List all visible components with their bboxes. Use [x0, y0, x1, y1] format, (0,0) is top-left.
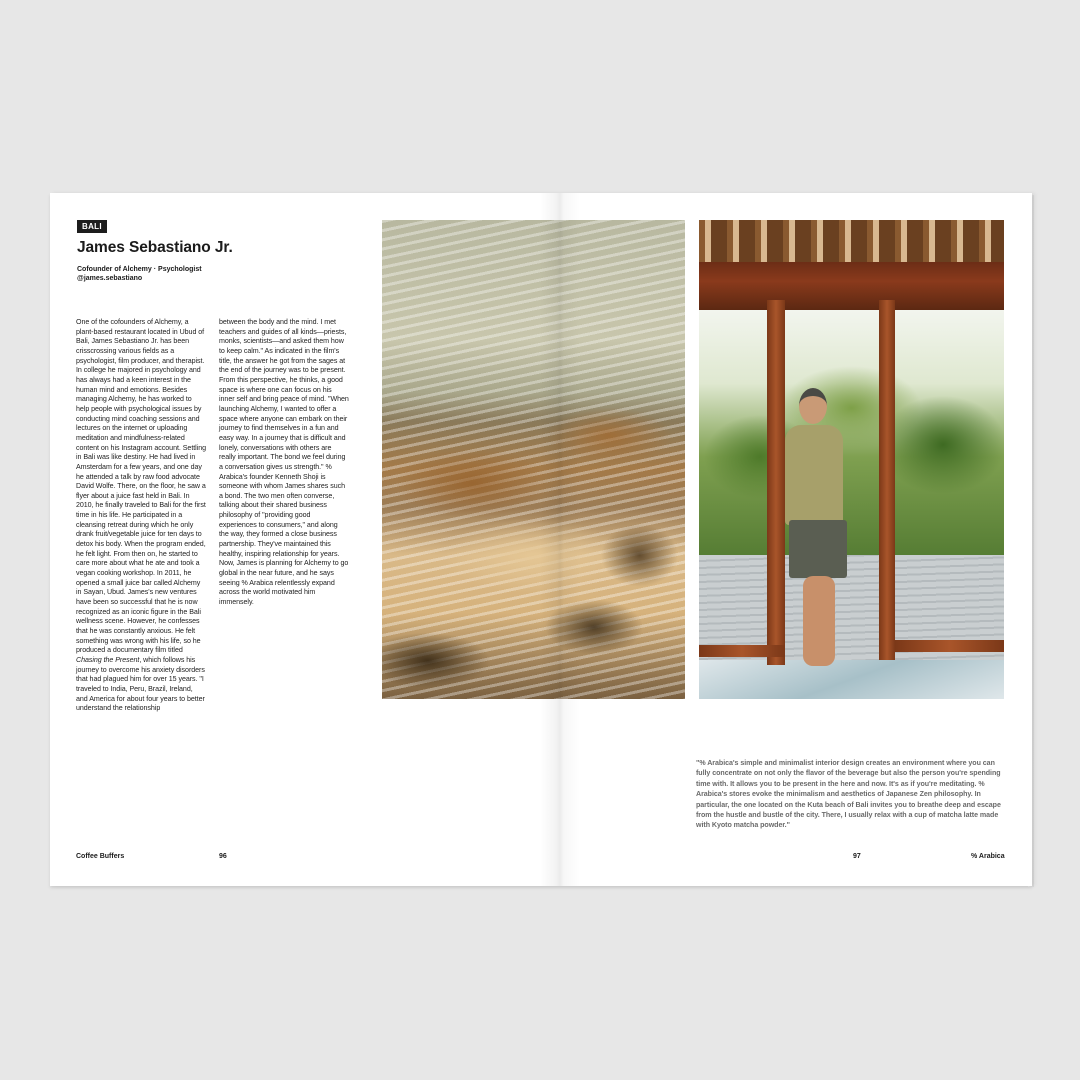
footer-magazine-title: Coffee Buffers	[76, 853, 125, 860]
film-title: Chasing the Present	[76, 655, 140, 664]
body-column-1	[76, 318, 206, 714]
body-text: One of the cofounders of Alchemy, a plant-based restaurant located in Ubud of Bali, James Sebastiano Jr. has been crisscrossing various fields as a psychologist, film producer, and therapist. In college he majored in psychology and has always had a keen interest in the human mind and emotions. Besides managing Alchemy, he has worked to help people with psychological issues by conducting mind coaching sessions and lectures on the internet or uploading meditation and mindfulness-related content on his Instagram account. Settling in Bali was like destiny. He had lived in Amsterdam for a few years, and one day he attended a talk by raw food advocate David Wolfe. There, on the floor, he saw a flyer about a juice fast held in Bali. In 2010, he finally traveled to Bali for the first time in his life. He participated in a cleansing retreat during which he only drank fruit/vegetable juice for ten days to detox his body. When the program ended, he felt light. From then on, he started to care more about what he ate and took a vegan cooking workshop. In 2011, he opened a small juice bar called Alchemy in Sayan, Ubud. James's new ventures have been so successful that he is now recognized as an iconic figure in the Bali wellness scene. However, he confesses that he was constantly anxious. He felt something was wrong with his life, so he produced a documentary film titled	[76, 318, 207, 655]
body-text-end: , which follows his journey to overcome his anxiety disorders that had plagued him for over 15 years. "I traveled to India, Peru, Brazil, Ireland, and America for about four years to better understand the relationship	[76, 655, 205, 713]
page-number-left: 96	[219, 853, 227, 860]
location-tag: BALI	[77, 220, 107, 233]
role-line: Cofounder of Alchemy · Psychologist	[77, 266, 202, 273]
magazine-spread	[50, 193, 1032, 886]
door-sill-right	[895, 640, 1004, 652]
article-title: James Sebastiano Jr.	[77, 239, 233, 256]
person-head	[799, 388, 827, 424]
person-torso	[785, 425, 843, 525]
door-sill-left	[699, 645, 785, 657]
floor-scene	[699, 660, 1004, 699]
roof-beam	[699, 262, 1004, 310]
instagram-handle: @james.sebastiano	[77, 275, 143, 282]
body-column-2: between the body and the mind. I met teachers and guides of all kinds—priests, monks, scientists—and asked them how to keep calm." As indicated in the film's title, the answer he got from the sages at the end of the journey was to be present. From this perspective, he thinks, a good space is where one can focus on his inner self and bring peace of mind. "When launching Alchemy, I wanted to offer a space where anyone can embark on their journey to find themselves in a fun and easy way. In a journey that is difficult and lonely, conversations with others are really important. The bond we feel during a conversation gives us strength." % Arabica's founder Kenneth Shoji is someone with whom James shares such a bond. The two men often converse, talking about their shared business philosophy of "providing good experiences to consumers," and along the way, they formed a close business partnership. They've maintained this healthy, inspiring relationship for years. Now, James is planning for Alchemy to go global in the near future, and he says seeing % Arabica relentlessly expand across the world motivated him immensely.	[219, 318, 349, 607]
page-number-right: 97	[853, 853, 861, 860]
garden-scene	[699, 310, 1004, 555]
subtitle	[77, 265, 202, 283]
person-shorts	[789, 520, 847, 578]
footer-brand-title: % Arabica	[971, 853, 1005, 860]
beach-photo	[382, 220, 685, 699]
portrait-photo	[699, 220, 1004, 699]
pull-quote: "% Arabica's simple and minimalist interior design creates an environment where you can fully concentrate on not only the flavor of the beverage but also the person you're spending time with. It allows you to be present in the here and now. It's as if you're meditating. % Arabica's stores evoke the minimalism and aesthetics of Japanese Zen philosophy. In particular, the one located on the Kuta beach of Bali invites you to breathe deep and escape from the hustle and bustle of the city. There, I usually relax with a cup of matcha latte made with Kyoto matcha powder."	[696, 759, 1001, 830]
door-post-right	[879, 300, 895, 660]
door-post-left	[767, 300, 785, 665]
person-legs	[803, 576, 835, 666]
